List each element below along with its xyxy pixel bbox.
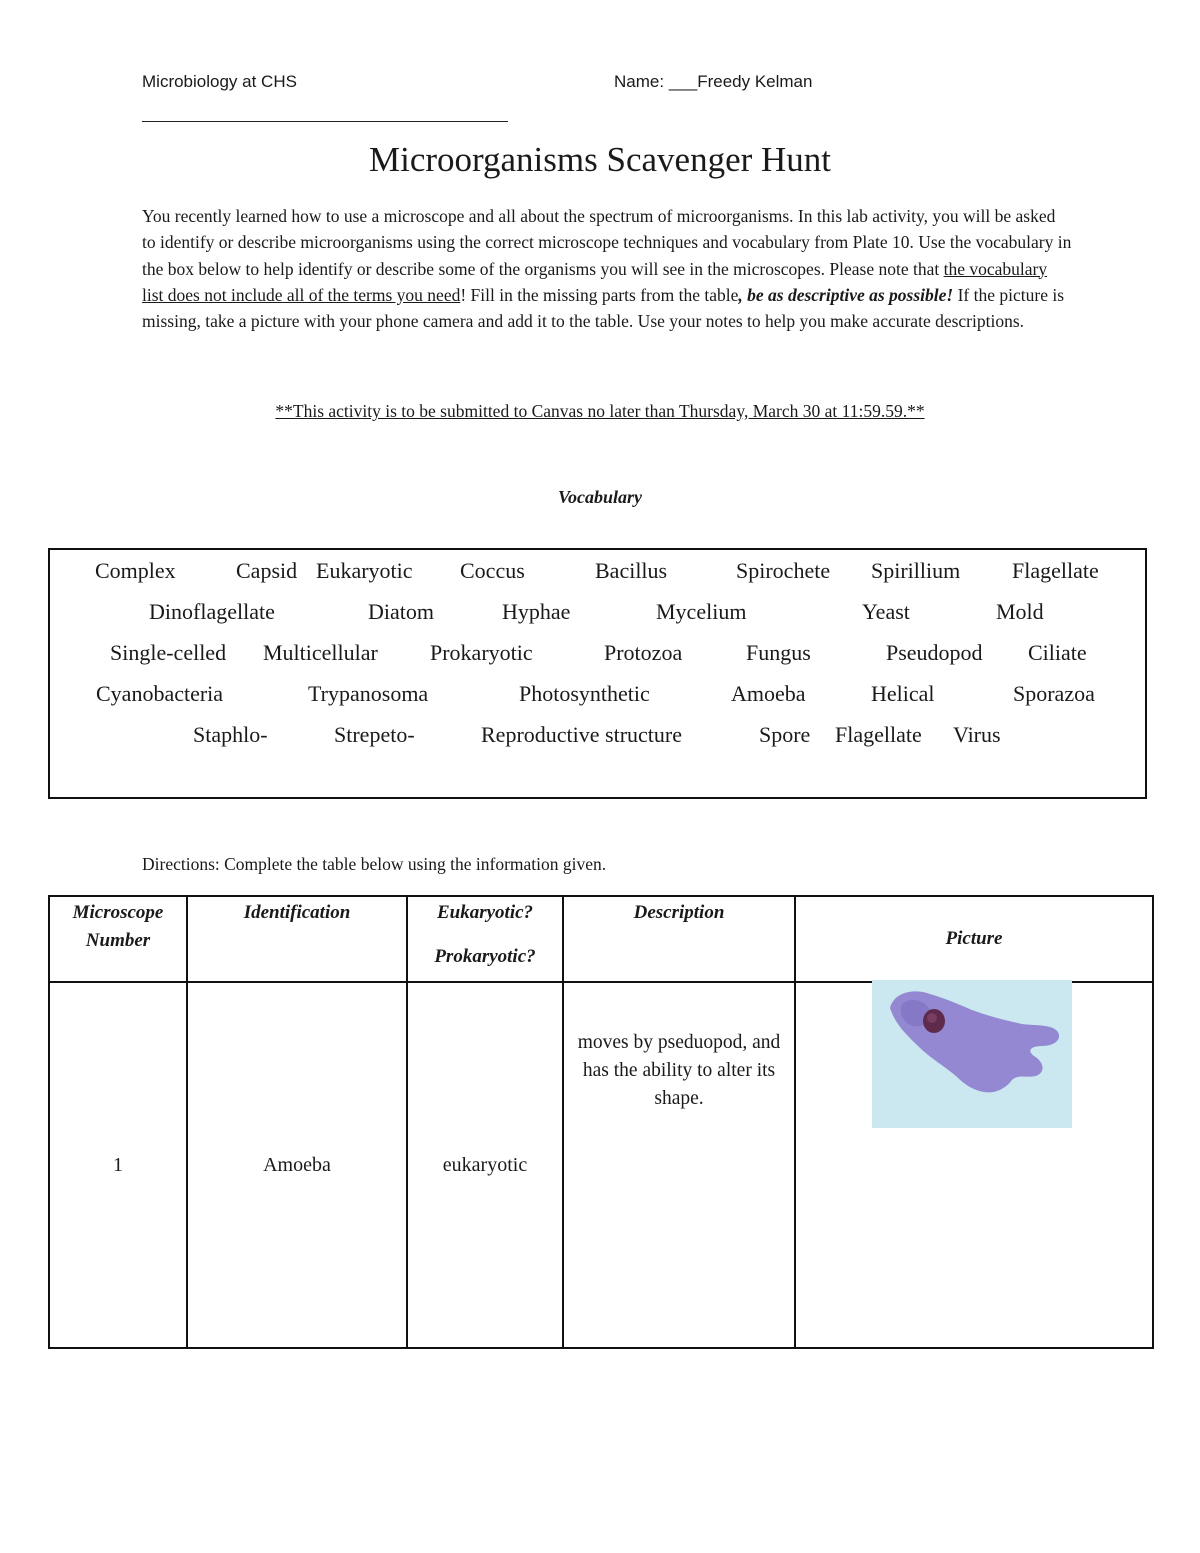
vocab-term: Complex	[95, 558, 176, 583]
cell-identification: Amoeba	[187, 982, 407, 1348]
student-name: Freedy Kelman	[697, 72, 813, 91]
header-eukaryotic-prokaryotic	[407, 896, 563, 982]
directions-text: Directions: Complete the table below using the information given.	[142, 854, 607, 874]
cell-eukaryotic-prokaryotic: eukaryotic	[407, 982, 563, 1348]
intro-emphasis: , be as descriptive as possible!	[738, 284, 954, 305]
vocab-term: Spirillium	[871, 558, 961, 583]
name-blank: ___	[668, 72, 698, 91]
vocab-term: Spirochete	[736, 558, 831, 583]
vocab-term: Helical	[871, 681, 935, 706]
vocab-term: Diatom	[368, 599, 434, 624]
header-rule	[142, 121, 508, 122]
page-title: Microorganisms Scavenger Hunt	[368, 140, 832, 179]
vocab-term: Strepeto-	[334, 722, 415, 747]
student-name-line	[614, 72, 812, 92]
vocab-term: Photosynthetic	[519, 681, 650, 706]
vocab-term: Single-celled	[110, 640, 227, 665]
vocab-term: Eukaryotic	[316, 558, 413, 583]
vocab-term: Hyphae	[502, 599, 571, 624]
vocab-term: Reproductive structure	[481, 722, 682, 747]
intro-text-1: You recently learned how to use a microscope and all about the spectrum of microorganisms. In this lab activity, you will be asked to identify or describe microorganisms using the correct microscope techniques and vocabulary from Plate 10. Use the vocabulary in the box below to help identify or describe some of the organisms you will see in the microscopes. Please note that	[142, 206, 1072, 279]
table-row	[49, 982, 1153, 1348]
vocab-term: Sporazoa	[1013, 681, 1095, 706]
vocab-term: Ciliate	[1028, 640, 1087, 665]
vocab-term: Yeast	[862, 599, 910, 624]
vocab-term: Capsid	[236, 558, 298, 583]
vocab-term: Protozoa	[604, 640, 683, 665]
vocab-term: Bacillus	[595, 558, 668, 583]
header-microscope-number	[49, 896, 187, 982]
header-text: Eukaryotic?	[436, 902, 534, 923]
header-identification: Identification	[187, 896, 407, 982]
header-text: Prokaryotic?	[434, 946, 536, 967]
vocab-term: Coccus	[460, 558, 525, 583]
header-description: Description	[563, 896, 795, 982]
cell-picture	[795, 982, 1153, 1348]
course-title: Microbiology at CHS	[142, 72, 297, 91]
cell-microscope-number: 1	[49, 982, 187, 1348]
deadline-notice: **This activity is to be submitted to Canvas no later than Thursday, March 30 at 11:59.59.**	[275, 401, 925, 421]
vocab-term: Flagellate	[1012, 558, 1099, 583]
vocab-term: Dinoflagellate	[149, 599, 275, 624]
vocabulary-box	[48, 548, 1147, 799]
table-header-row	[49, 896, 1153, 982]
vocab-term: Mycelium	[656, 599, 747, 624]
vocab-term: Mold	[996, 599, 1044, 624]
intro-underlined: the vocabulary list does not include all of the terms you need	[142, 258, 1048, 305]
vocab-term: Trypanosoma	[308, 681, 429, 706]
vocab-term: Pseudopod	[886, 640, 983, 665]
name-label: Name:	[614, 72, 665, 91]
amoeba-micrograph	[872, 980, 1072, 1128]
header-text: Microscope	[72, 902, 164, 923]
header-text: Number	[85, 930, 151, 951]
header-picture: Picture	[795, 896, 1153, 982]
vocab-term: Spore	[759, 722, 811, 747]
cell-description: moves by pseduopod, and has the ability to alter its shape.	[563, 982, 795, 1348]
vocab-term: Fungus	[746, 640, 811, 665]
vocabulary-heading: Vocabulary	[557, 487, 642, 507]
vocab-term: Prokaryotic	[430, 640, 533, 665]
intro-text-3: If the picture is missing, take a picture with your phone camera and add it to the table. Use your notes to help you make accurate descriptions.	[142, 284, 1065, 332]
vocab-term: Staphlo-	[193, 722, 268, 747]
vocab-term: Cyanobacteria	[96, 681, 224, 706]
vocab-term: Virus	[953, 722, 1001, 747]
intro-text-2: ! Fill in the missing parts from the table	[460, 284, 739, 305]
intro-paragraph	[142, 203, 1072, 334]
vocab-term: Multicellular	[263, 640, 378, 665]
vocab-term: Amoeba	[731, 681, 806, 706]
scavenger-table	[48, 895, 1154, 1349]
amoeba-image	[872, 980, 1072, 1128]
vocab-term: Flagellate	[835, 722, 922, 747]
